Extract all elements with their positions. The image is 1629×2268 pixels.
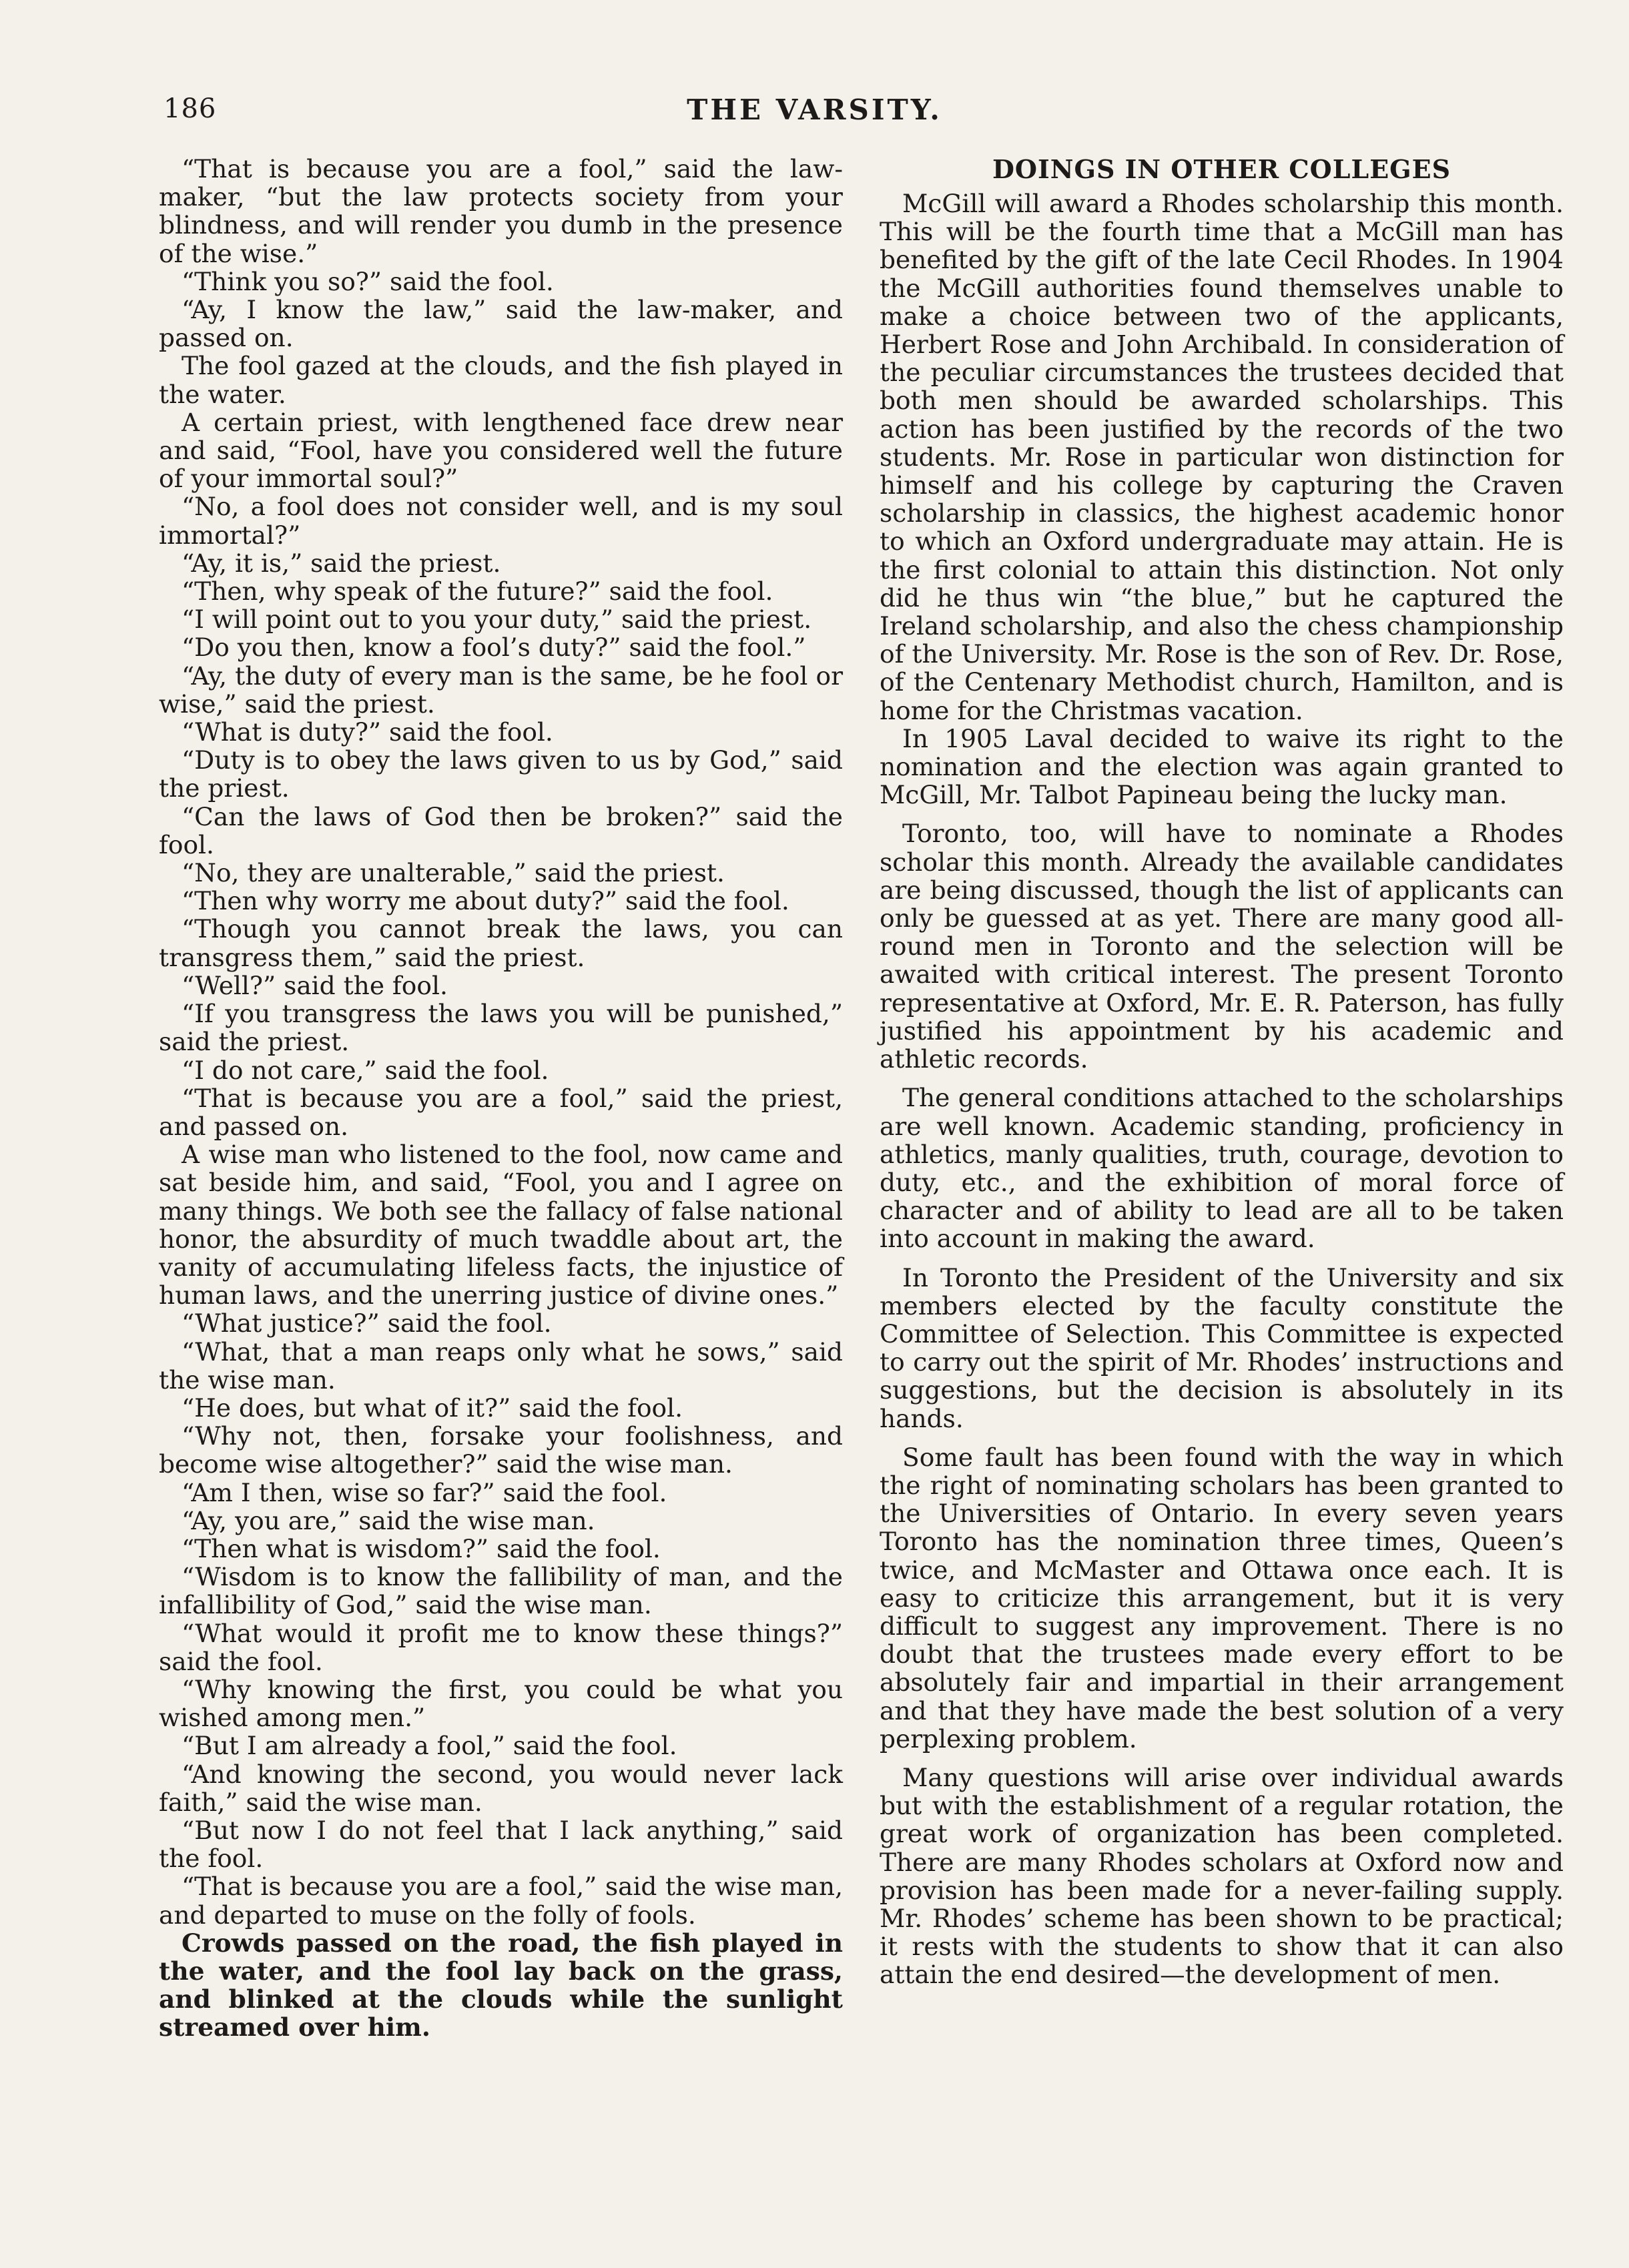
left-paragraph: “That is because you are a fool,” said the priest, and passed on. [159, 1083, 843, 1141]
right-paragraph: Some fault has been found with the way in which the right of nominating scholars has been granted to the Universities of Ontario. In every seven years Toronto has the nomination three times, Queen’s twice, and McMaster and Ottawa once each. It is easy to criticize this arrangement, but it is very difficult to suggest any improvement. There is no doubt that the trustees made every effort to be absolutely fair and impartial in their arrangement and that they have made the best solution of a very perplexing problem. [880, 1442, 1564, 1754]
left-paragraph: “I will point out to you your duty,” said the priest. [182, 605, 812, 635]
left-paragraph: “Think you so?” said the fool. [182, 266, 554, 296]
left-paragraph: “Why knowing the first, you could be what you wished among men.” [159, 1674, 843, 1733]
left-paragraph: “And knowing the second, you would never lack faith,” said the wise man. [159, 1759, 843, 1817]
left-paragraph: “He does, but what of it?” said the fool. [182, 1393, 683, 1423]
right-paragraph: The general conditions attached to the scholarships are well known. Academic standing, proficiency in athletics, manly qualities, truth, courage, devotion to duty, etc., and the exhibition of moral force of character and of ability to lead are all to be taken into account in making the award. [880, 1083, 1564, 1254]
left-paragraph: A certain priest, with lengthened face drew near and said, “Fool, have you considered well the future of your immortal soul?” [159, 407, 843, 494]
left-paragraph: “Wisdom is to know the fallibility of man, and the infallibility of God,” said the wise man. [159, 1562, 843, 1620]
left-paragraph: “That is because you are a fool,” said the wise man, and departed to muse on the folly of fools. [159, 1872, 843, 1930]
left-paragraph: “Why not, then, forsake your foolishness, and become wise altogether?” said the wise man. [159, 1421, 843, 1479]
right-paragraph: McGill will award a Rhodes scholarship this month. This will be the fourth time that a McGill man has benefited by the gift of the late Cecil Rhodes. In 1904 the McGill authorities found themselves unable to make a choice between two of the applicants, Herbert Rose and John Archibald. In consideration of the peculiar circumstances the trustees decided that both men should be awarded scholarships. This action has been justified by the records of the two students. Mr. Rose in particular won distinction for himself and his college by capturing the Craven scholarship in classics, the highest academic honor to which an Oxford undergraduate may attain. He is the first colonial to attain this distinction. Not only did he thus win “the blue,” but he captured the Ireland scholarship, and also the chess championship of the University. Mr. Rose is the son of Rev. Dr. Rose, of the Centenary Methodist church, Hamilton, and is home for the Christmas vacation. [880, 189, 1564, 725]
masthead-title: THE VARSITY. [687, 93, 942, 126]
left-paragraph: The fool gazed at the clouds, and the fish played in the water. [159, 351, 843, 409]
left-paragraph: “Duty is to obey the laws given to us by God,” said the priest. [159, 745, 843, 803]
left-paragraph: “What is duty?” said the fool. [182, 717, 553, 747]
left-paragraph: “But now I do not feel that I lack anything,” said the fool. [159, 1815, 843, 1874]
left-paragraph: A wise man who listened to the fool, now came and sat beside him, and said, “Fool, you and I agree on many things. We both see the fallacy of false national honor, the absurdity of much twaddle about art, the vanity of accumulating lifeless facts, the injustice of human laws, and the unerring justice of divine ones.” [159, 1140, 843, 1310]
left-paragraph: “Ay, the duty of every man is the same, be he fool or wise,” said the priest. [159, 661, 843, 719]
left-column [159, 155, 843, 2042]
right-paragraph: In Toronto the President of the University and six members elected by the faculty constitute the Committee of Selection. This Committee is expected to carry out the spirit of Mr. Rhodes’ instructions and suggestions, but the decision is absolutely in its hands. [880, 1262, 1564, 1433]
left-paragraph: “Then, why speak of the future?” said the fool. [182, 577, 773, 607]
left-paragraph: “Then why worry me about duty?” said the fool. [182, 886, 789, 916]
closing-paragraph: Crowds passed on the road, the fish played in the water, and the fool lay back on the grass, and blinked at the clouds while the sunlight streamed over him. [159, 1928, 843, 2042]
page-number: 186 [164, 93, 217, 124]
left-paragraph: “Then what is wisdom?” said the fool. [182, 1533, 661, 1563]
left-paragraph: “What, that a man reaps only what he sows,” said the wise man. [159, 1337, 843, 1395]
left-paragraph: “If you transgress the laws you will be punished,” said the priest. [159, 999, 843, 1057]
left-paragraph: “Well?” said the fool. [182, 970, 448, 1000]
left-paragraph: “Ay, I know the law,” said the law-maker, and passed on. [159, 295, 843, 353]
left-paragraph: “Ay, you are,” said the wise man. [182, 1505, 595, 1535]
right-paragraph: Toronto, too, will have to nominate a Rhodes scholar this month. Already the available candidates are being discussed, though the list of applicants can only be guessed at as yet. There are many good all-round men in Toronto and the selection will be awaited with critical interest. The present Toronto representative at Oxford, Mr. E. R. Paterson, has fully justified his appointment by his academic and athletic records. [880, 819, 1564, 1074]
left-paragraph: “No, a fool does not consider well, and is my soul immortal?” [159, 492, 843, 550]
left-paragraph: “Can the laws of God then be broken?” said the fool. [159, 801, 843, 859]
page-header [0, 93, 1629, 140]
left-paragraph: “What would it profit me to know these things?” said the fool. [159, 1618, 843, 1676]
left-paragraph: “But I am already a fool,” said the fool. [182, 1731, 677, 1761]
left-paragraph: “Ay, it is,” said the priest. [182, 548, 501, 578]
left-paragraph: “What justice?” said the fool. [182, 1308, 552, 1339]
left-paragraph: “Am I then, wise so far?” said the fool. [182, 1477, 667, 1507]
right-column [880, 155, 1564, 1989]
right-paragraph: Many questions will arise over individual awards but with the establishment of a regular rotation, the great work of organization has been completed. There are many Rhodes scholars at Oxford now and provision has been made for a never-failing supply. Mr. Rhodes’ scheme has been shown to be practical; it rests with the students to show that it can also attain the end desired—the development of men. [880, 1762, 1564, 1990]
left-paragraph: “No, they are unalterable,” said the priest. [182, 858, 725, 888]
left-paragraph: “That is because you are a fool,” said the law-maker, “but the law protects society from your blindness, and will render you dumb in the presence of the wise.” [159, 154, 843, 268]
left-paragraph: “Do you then, know a fool’s duty?” said the fool.” [182, 633, 806, 663]
left-paragraph: “Though you cannot break the laws, you can transgress them,” said the priest. [159, 914, 843, 972]
section-title: DOINGS IN OTHER COLLEGES [992, 154, 1451, 184]
left-paragraph: “I do not care,” said the fool. [182, 1055, 549, 1085]
right-paragraph: In 1905 Laval decided to waive its right to the nomination and the election was again granted to McGill, Mr. Talbot Papineau being the lucky man. [880, 723, 1564, 810]
